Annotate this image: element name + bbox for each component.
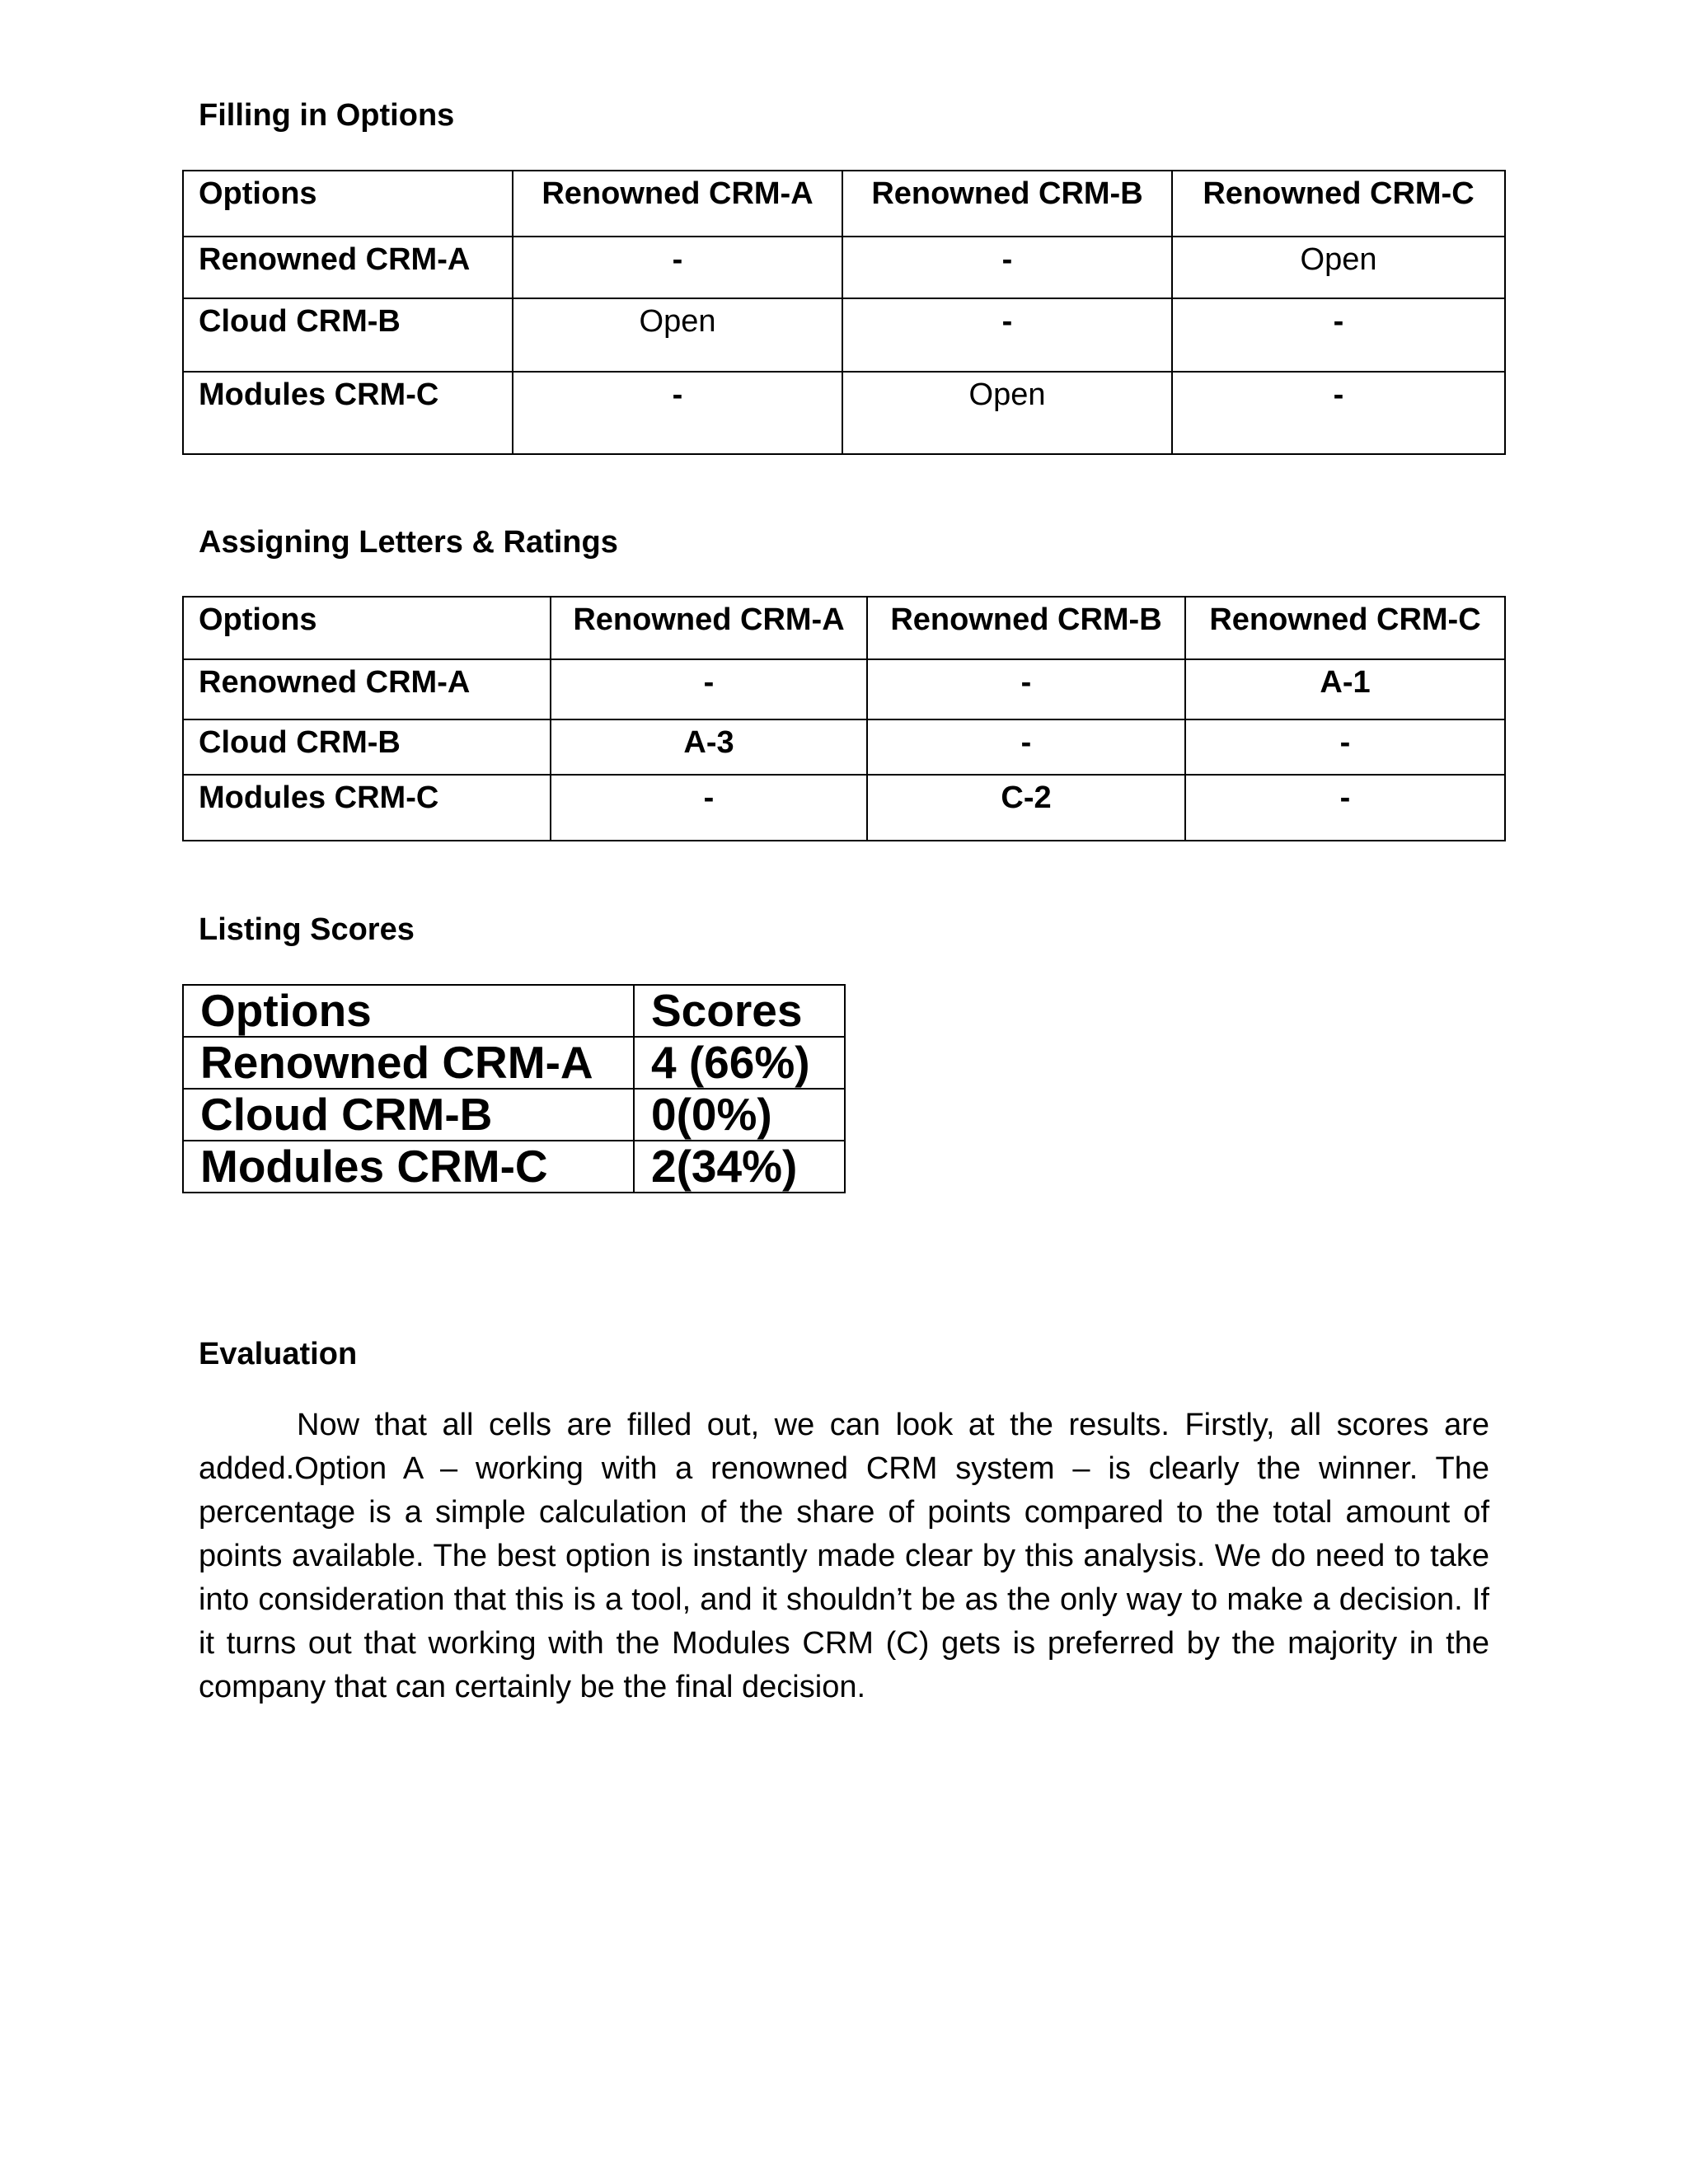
- row-label: Modules CRM-C: [183, 1141, 634, 1193]
- table-header-row: [183, 597, 1505, 659]
- table-cell: A-1: [1185, 659, 1505, 719]
- row-label: Renowned CRM-A: [183, 659, 551, 719]
- row-label: Cloud CRM-B: [183, 719, 551, 775]
- table-cell: -: [867, 659, 1185, 719]
- table-row: [183, 1141, 845, 1193]
- table-row: [183, 1037, 845, 1089]
- table-cell: Open: [842, 372, 1172, 454]
- assigning-letters-table: [182, 596, 1506, 841]
- table-cell: -: [513, 372, 842, 454]
- table-row: [183, 237, 1505, 298]
- table-cell: -: [1185, 775, 1505, 841]
- table-cell: Open: [513, 298, 842, 372]
- table-cell: C-2: [867, 775, 1185, 841]
- column-header: Options: [183, 985, 634, 1037]
- table-row: [183, 775, 1505, 841]
- column-header: Renowned CRM-C: [1172, 171, 1505, 237]
- column-header: Renowned CRM-A: [551, 597, 867, 659]
- row-label: Renowned CRM-A: [183, 1037, 634, 1089]
- table-row: [183, 1089, 845, 1141]
- listing-scores-table: [182, 984, 846, 1193]
- table-cell: -: [867, 719, 1185, 775]
- column-header: Options: [183, 171, 513, 237]
- score-cell: 0(0%): [634, 1089, 845, 1141]
- column-header: Renowned CRM-C: [1185, 597, 1505, 659]
- evaluation-paragraph: Now that all cells are filled out, we can look at the results. Firstly, all scores are added.Option A – working with a renowned CRM system – is clearly the winner. The percentage is a simple calculation of the share of points compared to the total amount of points available. The best option is instantly made clear by this analysis. We do need to take into consideration that this is a tool, and it shouldn’t be as the only way to make a decision. If it turns out that working with the Modules CRM (C) gets is preferred by the majority in the company that can certainly be the final decision.: [199, 1408, 1489, 1704]
- row-label: Cloud CRM-B: [183, 298, 513, 372]
- column-header: Scores: [634, 985, 845, 1037]
- section-heading-listing: Listing Scores: [199, 912, 415, 947]
- table-cell: -: [1185, 719, 1505, 775]
- table-cell: -: [551, 659, 867, 719]
- table-row: [183, 372, 1505, 454]
- score-cell: 4 (66%): [634, 1037, 845, 1089]
- table-cell: -: [842, 298, 1172, 372]
- column-header: Options: [183, 597, 551, 659]
- column-header: Renowned CRM-B: [842, 171, 1172, 237]
- table-cell: -: [842, 237, 1172, 298]
- row-label: Renowned CRM-A: [183, 237, 513, 298]
- table-cell: -: [513, 237, 842, 298]
- table-row: [183, 719, 1505, 775]
- column-header: Renowned CRM-A: [513, 171, 842, 237]
- table-cell: -: [551, 775, 867, 841]
- table-cell: -: [1172, 298, 1505, 372]
- table-cell: A-3: [551, 719, 867, 775]
- section-heading-filling: Filling in Options: [199, 98, 455, 133]
- section-heading-assigning: Assigning Letters & Ratings: [199, 525, 618, 560]
- score-cell: 2(34%): [634, 1141, 845, 1193]
- table-row: [183, 659, 1505, 719]
- row-label: Cloud CRM-B: [183, 1089, 634, 1141]
- filling-options-table: [182, 170, 1506, 455]
- table-cell: -: [1172, 372, 1505, 454]
- row-label: Modules CRM-C: [183, 372, 513, 454]
- section-heading-evaluation: Evaluation: [199, 1337, 358, 1371]
- table-header-row: [183, 171, 1505, 237]
- table-row: [183, 298, 1505, 372]
- row-label: Modules CRM-C: [183, 775, 551, 841]
- column-header: Renowned CRM-B: [867, 597, 1185, 659]
- table-cell: Open: [1172, 237, 1505, 298]
- table-header-row: [183, 985, 845, 1037]
